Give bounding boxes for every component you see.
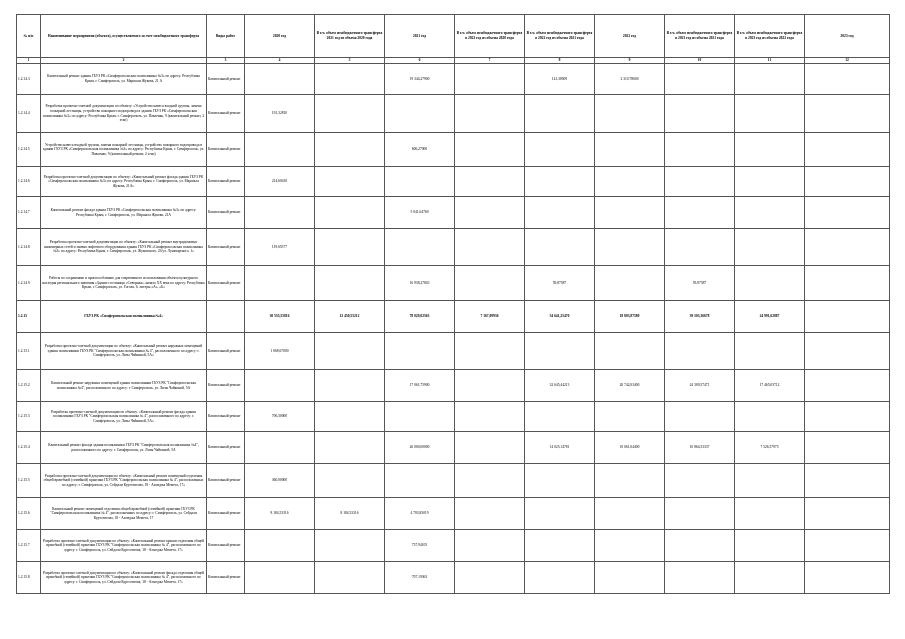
- row-value-v4: 1 068,67000: [245, 333, 315, 370]
- row-value-v9: [595, 266, 665, 301]
- row-value-v7: [455, 266, 525, 301]
- row-value-v6: [385, 95, 455, 133]
- row-value-v12: [805, 402, 890, 432]
- row-value-v6: 606,27000: [385, 133, 455, 167]
- row-value-v5: [315, 167, 385, 197]
- row-value-v4: [245, 562, 315, 594]
- row-value-v8: [525, 229, 595, 266]
- row-value-v9: [595, 333, 665, 370]
- row-value-v6: 19 344,27900: [385, 64, 455, 95]
- header-event-name: Наименование мероприятия (объекта), осуществляемого за счет межбюджетного трансферта: [41, 15, 207, 58]
- row-code: 1.2.15.8: [17, 562, 41, 594]
- row-value-v5: 8 184,53316: [315, 498, 385, 530]
- row-value-v9: 18 803,87580: [595, 301, 665, 333]
- column-number: 9: [595, 58, 665, 64]
- row-value-v6: [385, 167, 455, 197]
- row-value-v6: [385, 464, 455, 498]
- row-value-v7: [455, 562, 525, 594]
- row-value-v9: [595, 498, 665, 530]
- row-value-v5: [315, 133, 385, 167]
- row-value-v11: [735, 64, 805, 95]
- row-value-v6: 78 029,02563: [385, 301, 455, 333]
- row-value-v11: [735, 562, 805, 594]
- row-value-v11: [735, 498, 805, 530]
- row-value-v10: [665, 167, 735, 197]
- row-value-v4: [245, 64, 315, 95]
- row-value-v4: [245, 197, 315, 229]
- table-row: [17, 301, 890, 333]
- row-value-v9: [595, 197, 665, 229]
- row-work-type: Капитальный ремонт: [207, 530, 245, 562]
- row-value-v5: [315, 402, 385, 432]
- row-value-v6: 5 041,64760: [385, 197, 455, 229]
- row-value-v11: [735, 197, 805, 229]
- row-value-v7: [455, 197, 525, 229]
- row-code: 1.2.14.7: [17, 197, 41, 229]
- table-row: [17, 402, 890, 432]
- row-value-v10: 39 503,36678: [665, 301, 735, 333]
- row-name: Устройство навеса входной группы, замена пожарной лестницы, устройство пожарного водопровода в здании ГБУЗ РК «Симферопольская поликлиника №3» по адресу: Республика Крым, г. Симферополь, ул. Павленко, 9 (капитальный ремонт, 2 этап): [41, 133, 207, 167]
- table-row: [17, 562, 890, 594]
- column-number: 3: [207, 58, 245, 64]
- row-value-v12: [805, 530, 890, 562]
- row-code: 1.2.14.3: [17, 64, 41, 95]
- row-value-v12: [805, 370, 890, 402]
- row-value-v6: 4 703,83019: [385, 498, 455, 530]
- row-name: Разработка проектно-сметной документации по объекту: «Капитальный ремонт фасада здания поликлиники ГБУЗ РК "Симферопольская поликлиника № 4", расположенного по адресу: г. Симферополь, ул. Лизы Чайкиной, 5А»: [41, 402, 207, 432]
- row-code: 1.2.15: [17, 301, 41, 333]
- row-value-v8: [525, 333, 595, 370]
- row-name: Капитальный ремонт помещений отделения общей врачебной (семейной) практики ГБУЗ РК "Симферопольская поликлиника № 4", расположенных по адресу: г. Симферополь, ул. Сейдали Куртсеитова, 18 - Ахмеджа Мемета, 17: [41, 498, 207, 530]
- column-number: 2: [41, 58, 207, 64]
- row-work-type: Капитальный ремонт: [207, 229, 245, 266]
- row-value-v12: [805, 133, 890, 167]
- row-value-v8: [525, 562, 595, 594]
- row-value-v10: [665, 333, 735, 370]
- column-number: 6: [385, 58, 455, 64]
- row-code: 1.2.14.5: [17, 133, 41, 167]
- row-value-v6: [385, 402, 455, 432]
- header-number: № п/п: [17, 15, 41, 58]
- row-value-v8: 32 645,44213: [525, 370, 595, 402]
- row-code: 1.2.15.1: [17, 333, 41, 370]
- row-value-v10: 24 309,57471: [665, 370, 735, 402]
- row-value-v4: 360,00000: [245, 464, 315, 498]
- row-value-v11: [735, 133, 805, 167]
- row-value-v4: 119,65577: [245, 229, 315, 266]
- row-value-v4: [245, 432, 315, 464]
- row-work-type: Капитальный ремонт: [207, 95, 245, 133]
- row-value-v8: [525, 464, 595, 498]
- table-body: [17, 58, 890, 594]
- row-value-v5: [315, 64, 385, 95]
- row-value-v7: [455, 95, 525, 133]
- row-value-v5: 12 450,55212: [315, 301, 385, 333]
- row-value-v9: 20 742,03400: [595, 370, 665, 402]
- row-value-v5: [315, 229, 385, 266]
- row-name: Капитальный ремонт фасада здания поликлиники ГБУЗ РК "Симферопольская поликлиника №4", расположенного по адресу: г. Симферополь, ул. Лизы Чайкиной, 5А: [41, 432, 207, 464]
- row-value-v7: [455, 498, 525, 530]
- row-value-v11: [735, 266, 805, 301]
- column-number: 4: [245, 58, 315, 64]
- row-value-v10: 59,87587: [665, 266, 735, 301]
- row-value-v12: [805, 266, 890, 301]
- row-work-type: Капитальный ремонт: [207, 498, 245, 530]
- row-value-v11: [735, 333, 805, 370]
- row-name: Разработка проектно-сметной документации по объекту: «Капитальный ремонт внутридомовых инженерных сетей и замена лифтового оборудования здания ГБУЗ РК «Симферопольская поликлиника №3» по адресу: Республика Крым, г. Симферополь, ул. Жуковского, 23/ул. Луначарского, 1»: [41, 229, 207, 266]
- row-name: ГБУЗ РК «Симферопольская поликлиника №4»: [41, 301, 207, 333]
- row-value-v11: 17 465,03712: [735, 370, 805, 402]
- header-2021-from-2020: В т.ч. объем межбюджетного трансферта 2021 год из объема 2020 года: [315, 15, 385, 58]
- row-value-v7: [455, 167, 525, 197]
- row-name: Работы по сохранению и приспособлению для современного использования объекта культурного наследия регионального значения «Здание гостиницы «Северная», начало XX века по адресу: Республика Крым, г. Симферополь, ул. Гоголя, 6, литеры «А», «Б»: [41, 266, 207, 301]
- row-value-v9: [595, 562, 665, 594]
- row-value-v6: 737,94105: [385, 530, 455, 562]
- row-code: 1.2.15.5: [17, 464, 41, 498]
- row-value-v8: [525, 133, 595, 167]
- header-2023-from-2021: В т.ч. объем межбюджетного трансферта в 2023 год из объема 2021 года: [665, 15, 735, 58]
- row-value-v12: [805, 432, 890, 464]
- row-value-v5: [315, 266, 385, 301]
- row-value-v10: [665, 95, 735, 133]
- row-value-v10: [665, 197, 735, 229]
- table-row: [17, 64, 890, 95]
- header-2020: 2020 год: [245, 15, 315, 58]
- header-2022: 2022 год: [595, 15, 665, 58]
- row-value-v4: 191,32810: [245, 95, 315, 133]
- column-number: 10: [665, 58, 735, 64]
- row-work-type: Капитальный ремонт: [207, 432, 245, 464]
- table-row: [17, 95, 890, 133]
- row-value-v12: [805, 64, 890, 95]
- row-value-v9: [595, 464, 665, 498]
- row-value-v11: [735, 229, 805, 266]
- row-value-v10: [665, 498, 735, 530]
- row-value-v12: [805, 167, 890, 197]
- table-row: [17, 333, 890, 370]
- row-value-v5: [315, 562, 385, 594]
- row-value-v12: [805, 464, 890, 498]
- row-value-v12: [805, 95, 890, 133]
- row-value-v8: [525, 95, 595, 133]
- row-work-type: [207, 301, 245, 333]
- row-value-v5: [315, 432, 385, 464]
- row-value-v7: [455, 133, 525, 167]
- row-value-v7: [455, 464, 525, 498]
- row-value-v5: [315, 370, 385, 402]
- header-2023: 2023 год: [805, 15, 890, 58]
- table-row: [17, 432, 890, 464]
- column-number: 11: [735, 58, 805, 64]
- row-name: Капитальный ремонт фасада здания ГБУЗ РК «Симферопольская поликлиника №3» по адресу: Республика Крым, г. Симферополь, ул. Маршала Жукова, 21А: [41, 197, 207, 229]
- row-value-v9: 2 310,78600: [595, 64, 665, 95]
- row-value-v8: 141,38509: [525, 64, 595, 95]
- column-number: 1: [17, 58, 41, 64]
- row-name: Разработка проектно-сметной документации по объекту: «Капитальный ремонт помещений отделения общей врачебной (семейной) практики ГБУЗ РК "Симферопольская поликлиника № 4", расположенных по адресу: г. Симферополь, ул. Сейдали Куртсеитова, 18 - Ахмеджа Мемета, 17»: [41, 464, 207, 498]
- row-name: Разработка проектно-сметной документации по объекту: «Капитальный ремонт фасада отделения общей врачебной (семейной) практики ГБУЗ РК "Симферопольская поликлиника № 4", расположенного по адресу: г. Симферополь, ул. Сейдали Куртсеитова, 18 - Ахмеджа Мемета, 17»: [41, 562, 207, 594]
- row-value-v7: [455, 333, 525, 370]
- row-value-v5: [315, 464, 385, 498]
- row-value-v8: [525, 402, 595, 432]
- row-value-v9: [595, 133, 665, 167]
- column-number: 5: [315, 58, 385, 64]
- row-code: 1.2.15.2: [17, 370, 41, 402]
- row-name: Разработка проектно-сметной документации по объекту: «Капитальный ремонт крыши отделения общей врачебной (семейной) практики ГБУЗ РК "Симферопольская поликлиника № 4", расположенного по адресу: г. Симферополь, ул. Сейдали Куртсеитова, 18 - Ахмеджа Мемета, 17»: [41, 530, 207, 562]
- row-name: Капитальный ремонт здания ГБУЗ РК «Симферопольская поликлиника №3» по адресу: Республика Крым, г. Симферополь, ул. Маршала Жукова, 21 А: [41, 64, 207, 95]
- table-row: [17, 197, 890, 229]
- column-number: 8: [525, 58, 595, 64]
- row-value-v10: 10 864,53337: [665, 432, 735, 464]
- row-value-v8: 54 641,25470: [525, 301, 595, 333]
- row-value-v5: [315, 333, 385, 370]
- row-value-v4: 214,60410: [245, 167, 315, 197]
- row-value-v7: [455, 530, 525, 562]
- row-value-v4: 30 555,55816: [245, 301, 315, 333]
- row-value-v11: 7 526,57975: [735, 432, 805, 464]
- row-value-v11: 24 991,62887: [735, 301, 805, 333]
- row-value-v7: [455, 64, 525, 95]
- header-2021: 2021 год: [385, 15, 455, 58]
- table-row: [17, 133, 890, 167]
- row-value-v4: [245, 133, 315, 167]
- row-value-v10: [665, 562, 735, 594]
- row-value-v8: 59,87587: [525, 266, 595, 301]
- row-value-v11: [735, 167, 805, 197]
- table-row: [17, 464, 890, 498]
- row-work-type: Капитальный ремонт: [207, 133, 245, 167]
- row-value-v7: [455, 229, 525, 266]
- column-number: 12: [805, 58, 890, 64]
- row-value-v12: [805, 562, 890, 594]
- row-value-v8: 14 025,14781: [525, 432, 595, 464]
- row-value-v9: [595, 530, 665, 562]
- row-value-v5: [315, 197, 385, 229]
- row-name: Капитальный ремонт наружных помещений здания поликлиники ГБУЗ РК "Симферопольская поликлиника №4", расположенного по адресу: г. Симферополь, ул. Лизы Чайкиной, 5А: [41, 370, 207, 402]
- row-code: 1.2.14.4: [17, 95, 41, 133]
- row-value-v4: [245, 530, 315, 562]
- row-work-type: Капитальный ремонт: [207, 197, 245, 229]
- row-value-v11: [735, 402, 805, 432]
- row-value-v10: [665, 64, 735, 95]
- row-value-v9: [595, 229, 665, 266]
- table-row: [17, 167, 890, 197]
- row-value-v8: [525, 197, 595, 229]
- row-work-type: Капитальный ремонт: [207, 64, 245, 95]
- header-work-type: Виды работ: [207, 15, 245, 58]
- row-value-v12: [805, 197, 890, 229]
- row-value-v7: [455, 432, 525, 464]
- row-value-v10: [665, 530, 735, 562]
- table-row: [17, 229, 890, 266]
- row-code: 1.2.15.4: [17, 432, 41, 464]
- row-value-v11: [735, 95, 805, 133]
- row-value-v11: [735, 530, 805, 562]
- row-work-type: Капитальный ремонт: [207, 266, 245, 301]
- row-value-v6: 26 000,00000: [385, 432, 455, 464]
- row-value-v8: [525, 530, 595, 562]
- row-value-v12: [805, 333, 890, 370]
- row-value-v10: [665, 464, 735, 498]
- row-value-v6: 707,19363: [385, 562, 455, 594]
- row-value-v4: [245, 266, 315, 301]
- row-code: 1.2.15.3: [17, 402, 41, 432]
- row-name: Разработка проектно-сметной документации по объекту: «Устройство навеса входной группы, замена пожарной лестницы, устройство пожарного водопровода в здании ГБУЗ РК «Симферопольская поликлиника №3» по адресу: Республика Крым, г. Симферополь, ул. Павленко, 9 (капитальный ремонт, 2 этап): [41, 95, 207, 133]
- row-value-v12: [805, 498, 890, 530]
- row-value-v5: [315, 530, 385, 562]
- row-name: Разработка проектно-сметной документации по объекту: «Капитальный ремонт наружных помещений здания поликлиники ГБУЗ РК "Симферопольская поликлиника № 4", расположенного по адресу: г. Симферополь, ул. Лизы Чайкиной, 5А»: [41, 333, 207, 370]
- row-value-v12: [805, 229, 890, 266]
- row-value-v11: [735, 464, 805, 498]
- row-value-v10: [665, 402, 735, 432]
- row-value-v10: [665, 133, 735, 167]
- row-value-v8: [525, 167, 595, 197]
- transfer-table: [16, 14, 890, 594]
- row-value-v8: [525, 498, 595, 530]
- row-value-v9: [595, 95, 665, 133]
- row-value-v6: 16 938,27843: [385, 266, 455, 301]
- table-row: [17, 370, 890, 402]
- row-value-v7: [455, 370, 525, 402]
- row-code: 1.2.15.6: [17, 498, 41, 530]
- row-code: 1.2.15.7: [17, 530, 41, 562]
- row-value-v6: [385, 229, 455, 266]
- row-work-type: Капитальный ремонт: [207, 464, 245, 498]
- header-2022-from-2021: В т.ч. объем межбюджетного трансферта в 2022 год из объема 2021 года: [525, 15, 595, 58]
- row-value-v4: [245, 370, 315, 402]
- row-value-v7: 7 167,09936: [455, 301, 525, 333]
- row-value-v5: [315, 95, 385, 133]
- row-value-v4: 8 184,53316: [245, 498, 315, 530]
- row-value-v4: 706,30000: [245, 402, 315, 432]
- row-value-v6: [385, 333, 455, 370]
- table-row: [17, 498, 890, 530]
- column-number: 7: [455, 58, 525, 64]
- row-work-type: Капитальный ремонт: [207, 333, 245, 370]
- row-value-v7: [455, 402, 525, 432]
- row-value-v9: 10 061,04400: [595, 432, 665, 464]
- header-2022-from-2020: В т.ч. объем межбюджетного трансферта в 2022 год из объема 2020 года: [455, 15, 525, 58]
- row-work-type: Капитальный ремонт: [207, 370, 245, 402]
- row-value-v6: 17 061,75900: [385, 370, 455, 402]
- row-value-v10: [665, 229, 735, 266]
- row-work-type: Капитальный ремонт: [207, 167, 245, 197]
- table-row: [17, 530, 890, 562]
- row-work-type: Капитальный ремонт: [207, 402, 245, 432]
- header-2023-from-2022: В т.ч. объем межбюджетного трансферта в 2023 год из объема 2022 года: [735, 15, 805, 58]
- row-value-v12: [805, 301, 890, 333]
- row-code: 1.2.14.8: [17, 229, 41, 266]
- row-value-v9: [595, 402, 665, 432]
- row-work-type: Капитальный ремонт: [207, 562, 245, 594]
- row-value-v9: [595, 167, 665, 197]
- table-row: [17, 266, 890, 301]
- row-code: 1.2.14.9: [17, 266, 41, 301]
- row-code: 1.2.14.6: [17, 167, 41, 197]
- row-name: Разработка проектно-сметной документации по объекту: «Капитальный ремонт фасада здания ГБУЗ РК «Симферопольская поликлиника №3» по адресу: Республика Крым, г. Симферополь, ул. Маршала Жукова, 21А»: [41, 167, 207, 197]
